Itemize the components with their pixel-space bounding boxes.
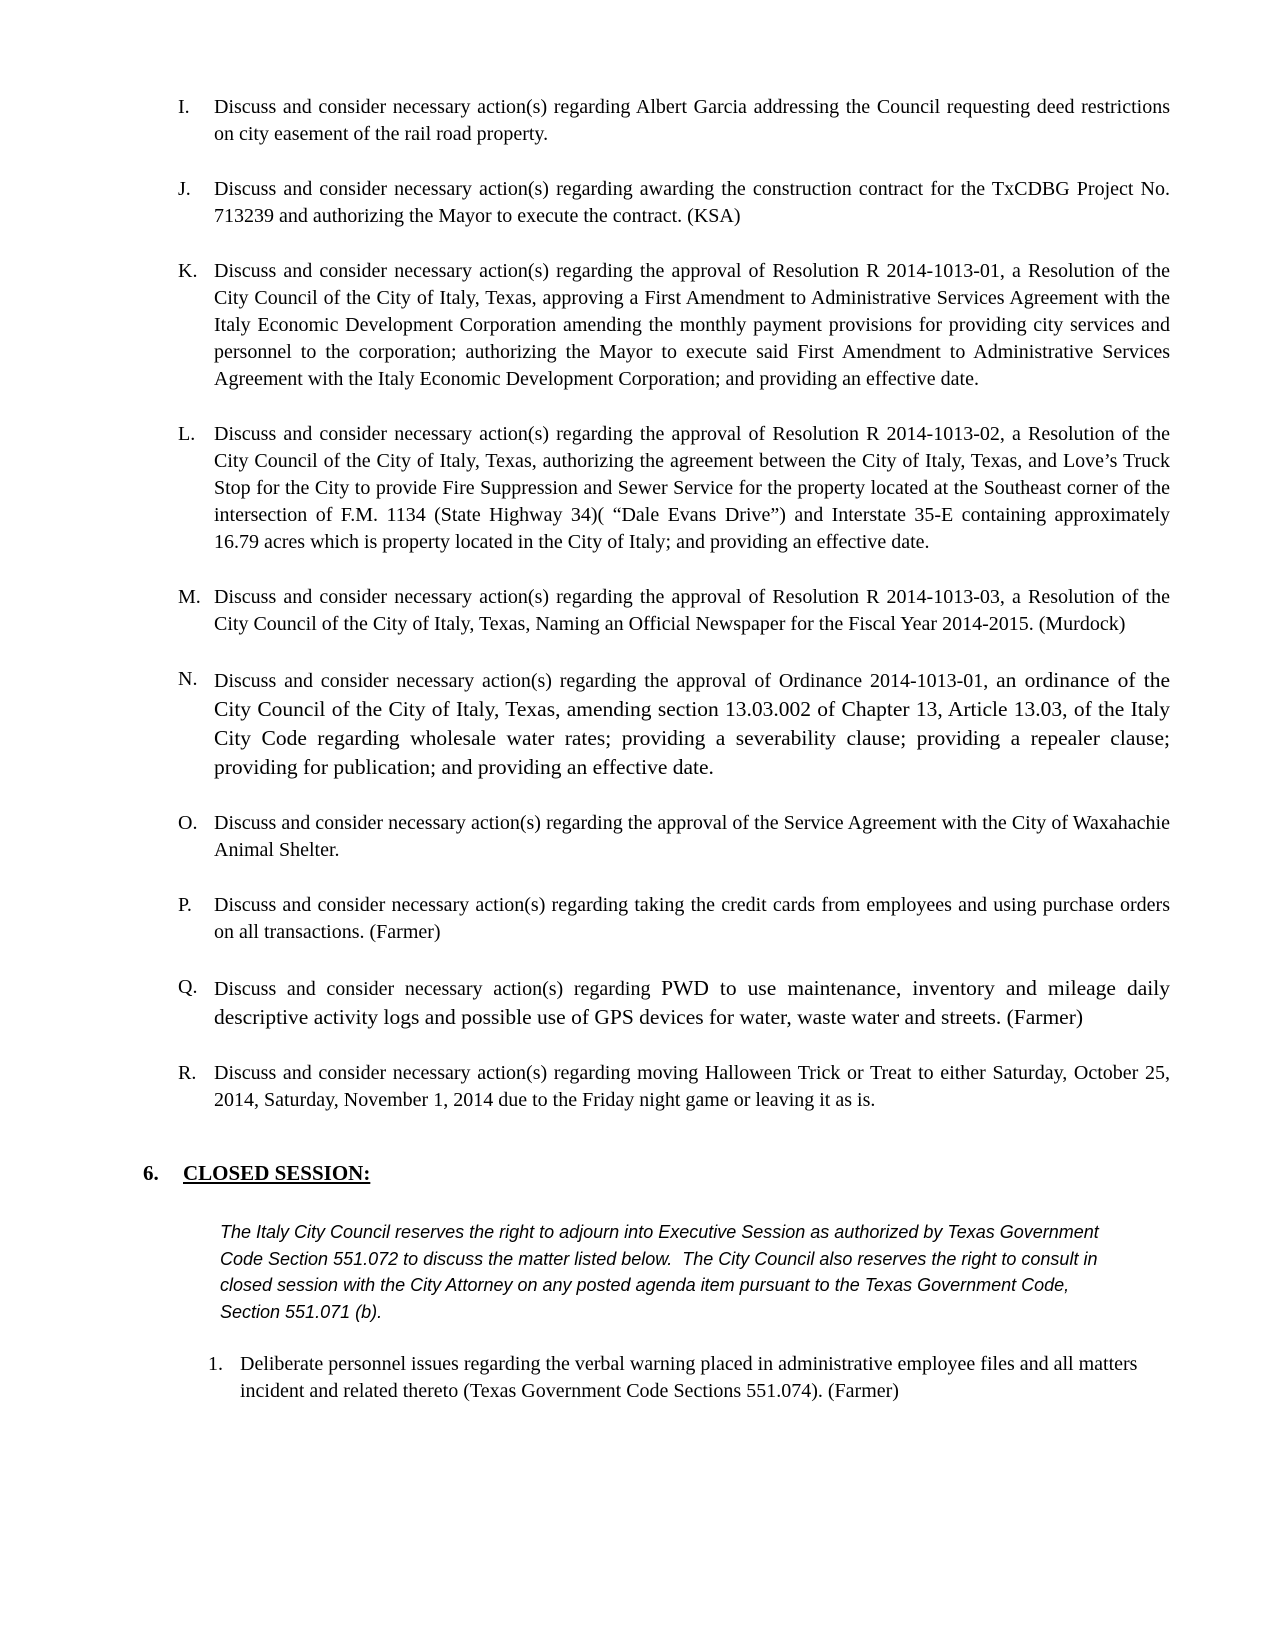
agenda-item-text-segment: Discuss and consider necessary action(s) regarding the approval of the Service Agreement with the City of Waxahachie Animal Shelter. <box>214 812 1170 861</box>
agenda-item-text <box>214 810 1170 864</box>
agenda-item <box>178 666 1170 782</box>
agenda-item-letter: R. <box>178 1062 197 1084</box>
agenda-item-text-segment: an ordinance of the City Council of the City of Italy, Texas, amending section 13.03.002 of Chapter 13, Article 13.03, of the Italy City Code regarding wholesale water rates; providing a severability clause; providing a repealer clause; providing for publication; and providing an effective date. <box>214 668 1171 779</box>
agenda-item-text <box>214 892 1170 946</box>
agenda-item-text-segment: Discuss and consider necessary action(s) regarding the approval of Ordinance 2014-1013-01, <box>214 670 997 692</box>
agenda-item-text <box>214 584 1170 638</box>
agenda-item-list <box>178 94 1170 1114</box>
agenda-item-text <box>214 1060 1170 1114</box>
closed-session-heading <box>143 1160 1275 1187</box>
agenda-item <box>178 421 1170 556</box>
agenda-item <box>178 892 1170 946</box>
closed-session-item-number: 1. <box>208 1353 223 1375</box>
agenda-item-letter: O. <box>178 812 198 834</box>
agenda-item-text <box>214 176 1170 230</box>
agenda-item-letter: N. <box>178 668 198 690</box>
agenda-item-text <box>214 258 1170 393</box>
closed-session-item <box>208 1351 1170 1405</box>
agenda-item-letter: M. <box>178 586 201 608</box>
agenda-item-text <box>214 666 1170 782</box>
agenda-item-text-segment: Discuss and consider necessary action(s) regarding the approval of Resolution R 2014-1013-03, a Resolution of the City Council of the City of Italy, Texas, Naming an Official Newspaper for the Fiscal Year 2014-2015. (Murdock) <box>214 586 1170 635</box>
closed-session-notice: The Italy City Council reserves the right to adjourn into Executive Session as authorized by Texas Government Code Section 551.072 to discuss the matter listed below. The City Council also reserves the right to consult in closed session with the City Attorney on any posted agenda item pursuant to the Texas Government Code, Section 551.071 (b). <box>220 1222 1104 1322</box>
agenda-item <box>178 1060 1170 1114</box>
agenda-item <box>178 974 1170 1032</box>
agenda-item-text-segment: Discuss and consider necessary action(s) regarding <box>214 978 662 1000</box>
agenda-item-text <box>214 974 1170 1032</box>
agenda-item-text-segment: Discuss and consider necessary action(s) regarding the approval of Resolution R 2014-1013-01, a Resolution of the City Council of the City of Italy, Texas, approving a First Amendment to Administrative Services Agreement with the Italy Economic Development Corporation amending the monthly payment provisions for providing city services and personnel to the corporation; authorizing the Mayor to execute said First Amendment to Administrative Services Agreement with the Italy Economic Development Corporation; and providing an effective date. <box>214 260 1170 390</box>
agenda-item-letter: L. <box>178 423 196 445</box>
agenda-item-letter: Q. <box>178 976 198 998</box>
agenda-item <box>178 94 1170 148</box>
agenda-item-letter: I. <box>178 96 190 118</box>
closed-session-number: 6. <box>143 1161 159 1185</box>
agenda-item-letter: K. <box>178 260 198 282</box>
agenda-item-text <box>214 421 1170 556</box>
agenda-item-letter: P. <box>178 894 192 916</box>
agenda-item-text-segment: Discuss and consider necessary action(s) regarding taking the credit cards from employees and using purchase orders on all transactions. (Farmer) <box>214 894 1170 943</box>
closed-session-item-list <box>208 1351 1170 1405</box>
agenda-item-text-segment: Discuss and consider necessary action(s) regarding moving Halloween Trick or Treat to either Saturday, October 25, 2014, Saturday, November 1, 2014 due to the Friday night game or leaving it as is. <box>214 1062 1170 1111</box>
agenda-item-text-segment: Discuss and consider necessary action(s) regarding the approval of Resolution R 2014-1013-02, a Resolution of the City Council of the City of Italy, Texas, authorizing the agreement between the City of Italy, Texas, and Love’s Truck Stop for the City to provide Fire Suppression and Sewer Service for the property located at the Southeast corner of the intersection of F.M. 1134 (State Highway 34)( “Dale Evans Drive”) and Interstate 35-E containing approximately 16.79 acres which is property located in the City of Italy; and providing an effective date. <box>214 423 1170 553</box>
closed-session-title: CLOSED SESSION: <box>183 1161 371 1185</box>
closed-session-item-text: Deliberate personnel issues regarding the verbal warning placed in administrative employee files and all matters incident and related thereto (Texas Government Code Sections 551.074). (Farmer) <box>240 1353 1138 1402</box>
agenda-item-text-segment: Discuss and consider necessary action(s) regarding awarding the construction contract for the TxCDBG Project No. 713239 and authorizing the Mayor to execute the contract. (KSA) <box>214 178 1170 227</box>
agenda-item-text-segment: PWD to use maintenance, inventory and mileage daily descriptive activity logs and possible use of GPS devices for water, waste water and streets. (Farmer) <box>214 976 1170 1029</box>
agenda-item <box>178 584 1170 638</box>
agenda-item <box>178 258 1170 393</box>
agenda-item <box>178 810 1170 864</box>
agenda-item-letter: J. <box>178 178 191 200</box>
agenda-item-text-segment: Discuss and consider necessary action(s) regarding Albert Garcia addressing the Council requesting deed restrictions on city easement of the rail road property. <box>214 96 1170 145</box>
agenda-item-text <box>214 94 1170 148</box>
agenda-item <box>178 176 1170 230</box>
